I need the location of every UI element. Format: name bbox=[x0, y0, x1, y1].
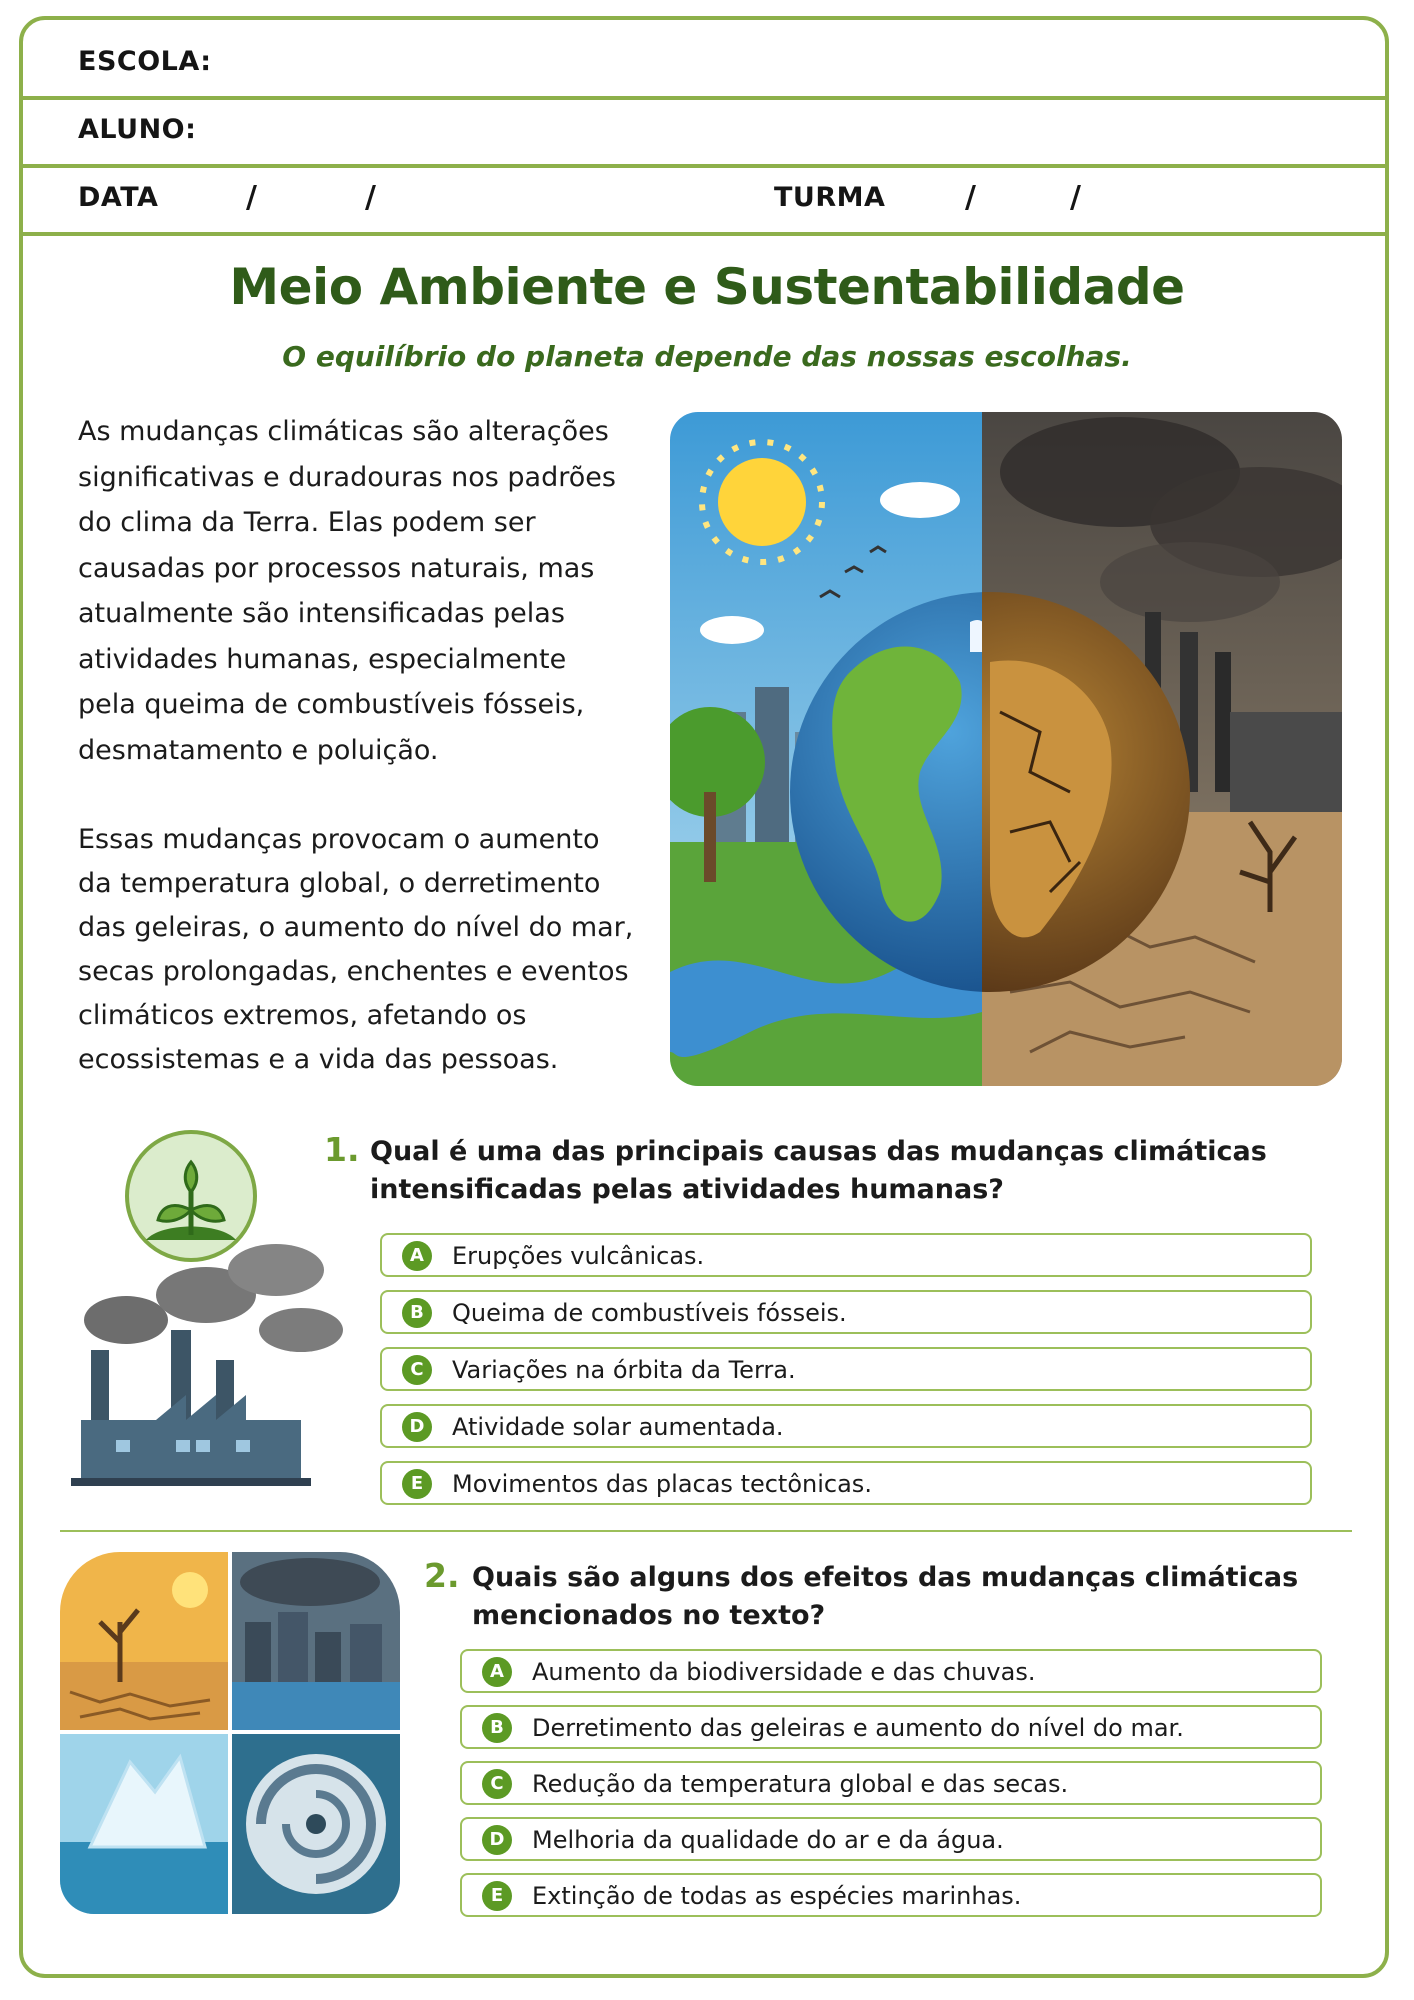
q1-option-d[interactable] bbox=[380, 1404, 1312, 1448]
date-slash: / bbox=[246, 180, 257, 215]
option-text: Movimentos das placas tectônicas. bbox=[452, 1470, 872, 1498]
date-slash: / bbox=[365, 180, 376, 215]
header-divider bbox=[19, 232, 1389, 236]
q1-option-a[interactable] bbox=[380, 1233, 1312, 1277]
text-line: causadas por processos naturais, mas bbox=[78, 552, 595, 584]
page-title: Meio Ambiente e Sustentabilidade bbox=[229, 258, 1185, 316]
q2-option-c[interactable] bbox=[460, 1761, 1322, 1805]
text-line: atividades humanas, especialmente bbox=[78, 643, 567, 675]
class-slash: / bbox=[965, 180, 976, 215]
text-line: pela queima de combustíveis fósseis, bbox=[78, 689, 585, 720]
option-text: Aumento da biodiversidade e das chuvas. bbox=[532, 1658, 1036, 1686]
date-label: DATA bbox=[78, 182, 159, 213]
option-text: Erupções vulcânicas. bbox=[452, 1242, 705, 1270]
option-letter-badge: B bbox=[402, 1298, 432, 1328]
option-letter-badge: C bbox=[402, 1355, 432, 1385]
text-line: do clima da Terra. Elas podem ser bbox=[78, 507, 536, 538]
q2-option-e[interactable] bbox=[460, 1873, 1322, 1917]
q1-option-b[interactable] bbox=[380, 1290, 1312, 1334]
question-line: mencionados no texto? bbox=[472, 1600, 826, 1631]
student-label: ALUNO: bbox=[78, 114, 197, 145]
q1-option-c[interactable] bbox=[380, 1347, 1312, 1391]
text-line: desmatamento e poluição. bbox=[78, 734, 439, 766]
option-letter-badge: A bbox=[402, 1241, 432, 1271]
option-letter-badge: A bbox=[482, 1657, 512, 1687]
text-line: da temperatura global, o derretimento bbox=[78, 868, 601, 899]
text-line: ecossistemas e a vida das pessoas. bbox=[78, 1044, 559, 1075]
text-line: atualmente são intensificadas pelas bbox=[78, 598, 565, 629]
text-line: das geleiras, o aumento do nível do mar, bbox=[78, 912, 634, 943]
page-subtitle: O equilíbrio do planeta depende das nossas escolhas. bbox=[282, 340, 1132, 373]
header-divider bbox=[19, 164, 1389, 168]
question-line: intensificadas pelas atividades humanas? bbox=[370, 1174, 1004, 1205]
option-letter-badge: D bbox=[482, 1825, 512, 1855]
text-line: Essas mudanças provocam o aumento bbox=[78, 824, 600, 855]
option-letter-badge: C bbox=[482, 1769, 512, 1799]
question-line: Qual é uma das principais causas das mudanças climáticas bbox=[370, 1136, 1267, 1167]
question-2-text bbox=[472, 1559, 1298, 1635]
question-line: Quais são alguns dos efeitos das mudanças climáticas bbox=[472, 1562, 1299, 1593]
text-line: As mudanças climáticas são alterações bbox=[78, 416, 609, 447]
paragraph-2 bbox=[78, 818, 648, 1082]
option-letter-badge: B bbox=[482, 1713, 512, 1743]
q2-option-a[interactable] bbox=[460, 1649, 1322, 1693]
option-text: Queima de combustíveis fósseis. bbox=[452, 1299, 847, 1327]
class-slash: / bbox=[1070, 180, 1081, 215]
earth-contrast-illustration bbox=[670, 412, 1342, 1086]
text-line: secas prolongadas, enchentes e eventos bbox=[78, 956, 629, 987]
text-line: climáticos extremos, afetando os bbox=[78, 1000, 527, 1031]
option-text: Atividade solar aumentada. bbox=[452, 1413, 784, 1441]
option-letter-badge: D bbox=[402, 1412, 432, 1442]
factory-pollution-illustration bbox=[66, 1130, 356, 1490]
school-label: ESCOLA: bbox=[78, 46, 212, 77]
option-text: Melhoria da qualidade do ar e da água. bbox=[532, 1826, 1004, 1854]
q1-option-e[interactable] bbox=[380, 1461, 1312, 1505]
option-letter-badge: E bbox=[482, 1881, 512, 1911]
option-text: Derretimento das geleiras e aumento do nível do mar. bbox=[532, 1714, 1184, 1742]
option-text: Extinção de todas as espécies marinhas. bbox=[532, 1882, 1022, 1910]
class-label: TURMA bbox=[774, 182, 886, 213]
q2-option-b[interactable] bbox=[460, 1705, 1322, 1749]
question-2-number: 2. bbox=[424, 1556, 460, 1595]
question-1-number: 1. bbox=[324, 1130, 360, 1169]
climate-effects-illustration bbox=[60, 1552, 400, 1914]
text-line: significativas e duradouras nos padrões bbox=[78, 461, 616, 493]
option-text: Redução da temperatura global e das secas. bbox=[532, 1770, 1069, 1798]
paragraph-1 bbox=[78, 409, 648, 773]
option-letter-badge: E bbox=[402, 1469, 432, 1499]
section-divider bbox=[60, 1530, 1352, 1532]
question-1-text bbox=[370, 1133, 1267, 1209]
option-text: Variações na órbita da Terra. bbox=[452, 1356, 796, 1384]
header-divider bbox=[19, 96, 1389, 100]
q2-option-d[interactable] bbox=[460, 1817, 1322, 1861]
